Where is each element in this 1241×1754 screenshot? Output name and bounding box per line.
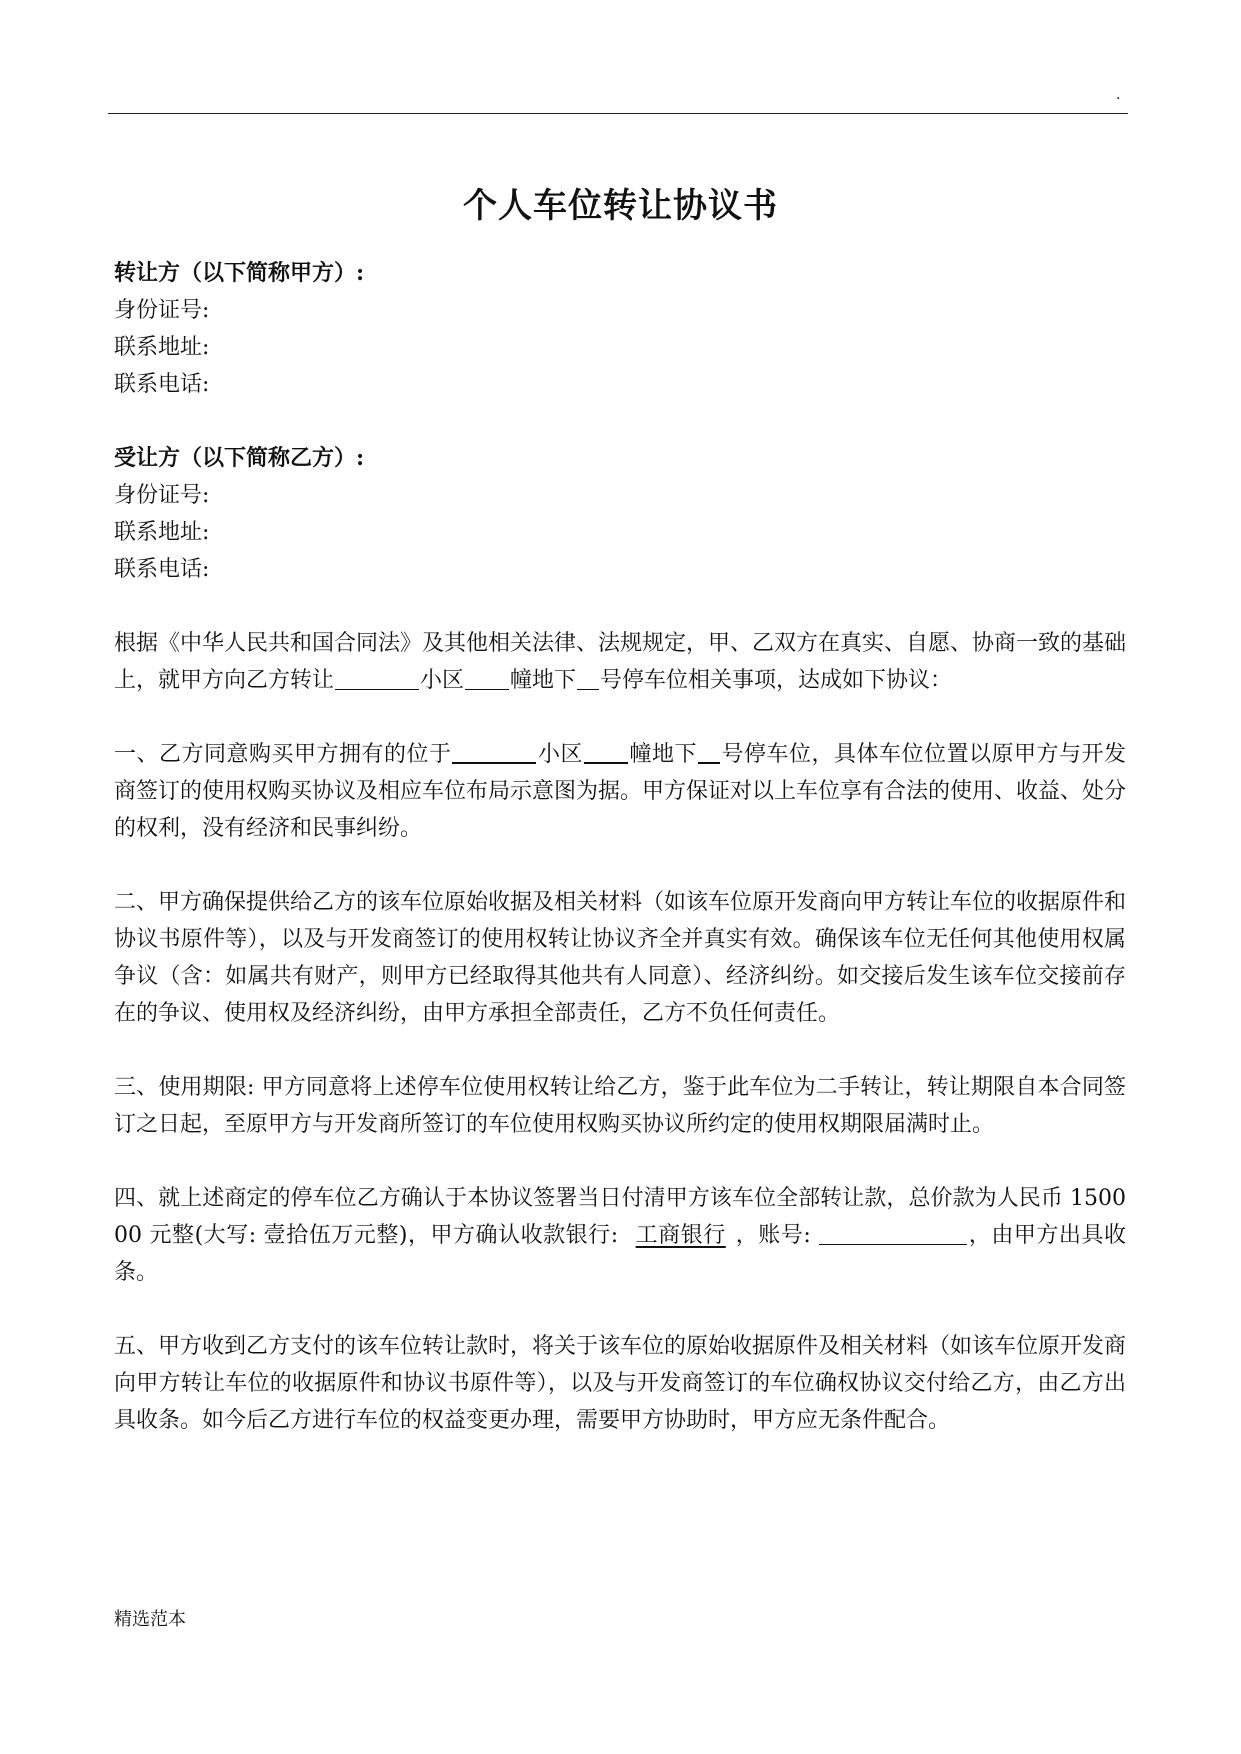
building-blank <box>584 740 628 764</box>
clause-4 <box>114 1180 1126 1291</box>
intro-text-1: 根据《中华人民共和国合同法》及其他相关法律、法规规定，甲、乙双方在真实、自愿、协商一致的基础上，就甲方向乙方转让 <box>114 631 1127 693</box>
spacer <box>114 1143 1126 1180</box>
building-blank <box>465 667 509 690</box>
intro-text-3: 幢地下 <box>510 668 577 693</box>
party-b-address-label: 联系地址: <box>114 520 210 545</box>
intro-text-4: 号停车位相关事项，达成如下协议： <box>600 668 953 693</box>
clause-1-text-1: 一、乙方同意购买甲方拥有的位于 <box>114 742 452 767</box>
clause-4-text-3: ，由甲方出具收条。 <box>114 1223 1126 1285</box>
account-number-blank <box>819 1222 967 1245</box>
spacer <box>114 1291 1126 1328</box>
party-a-id-label: 身份证号: <box>114 298 210 323</box>
clause-1-text-2: 小区 <box>537 742 583 767</box>
party-a-block <box>114 255 1126 403</box>
intro-paragraph <box>114 625 1126 699</box>
footer-label: 精选范本 <box>114 1609 186 1630</box>
community-blank <box>335 667 419 690</box>
community-blank <box>452 740 536 764</box>
clause-1 <box>114 736 1126 847</box>
space-number-blank <box>698 740 720 764</box>
space-number-blank <box>577 667 599 690</box>
clause-4-text-2: ，账号: <box>735 1223 819 1248</box>
document-title: 个人车位转让协议书 <box>463 185 778 226</box>
party-b-heading: 受让方（以下简称乙方）: <box>114 445 365 471</box>
party-a-heading: 转让方（以下简称甲方）: <box>114 260 365 286</box>
party-a-address-label: 联系地址: <box>114 335 210 360</box>
bank-name: 工商银行 <box>635 1223 726 1248</box>
clause-4-text-1: 四、就上述商定的停车位乙方确认于本协议签署当日付清甲方该车位全部转让款，总价款为人民币 150000 元整(大写: 壹拾伍万元整)，甲方确认收款银行: <box>114 1186 1126 1248</box>
spacer <box>114 588 1126 625</box>
party-b-id-label: 身份证号: <box>114 483 210 508</box>
spacer <box>114 1032 1126 1069</box>
party-a-phone-label: 联系电话: <box>114 372 210 397</box>
clause-3: 三、使用期限: 甲方同意将上述停车位使用权转让给乙方，鉴于此车位为二手转让，转让期限自本合同签订之日起，至原甲方与开发商所签订的车位使用权购买协议所约定的使用权期限届满时止。 <box>114 1075 1126 1137</box>
intro-text-2: 小区 <box>420 668 465 693</box>
party-b-block <box>114 440 1126 588</box>
header-rule <box>108 113 1128 114</box>
clause-1-text-4: 号停车位，具体车位位置以原甲方与开发商签订的使用权购买协议及相应车位布局示意图为据。甲方保证对以上车位享有合法的使用、收益、处分的权利，没有经济和民事纠纷。 <box>114 742 1127 841</box>
spacer <box>114 403 1126 440</box>
header-mark: . <box>1116 87 1121 103</box>
clause-2: 二、甲方确保提供给乙方的该车位原始收据及相关材料（如该车位原开发商向甲方转让车位的收据原件和协议书原件等），以及与开发商签订的使用权转让协议齐全并真实有效。确保该车位无任何其他使用权属争议（含：如属共有财产，则甲方已经取得其他共有人同意）、经济纠纷。如交接后发生该车位交接前存在的争议、使用权及经济纠纷，由甲方承担全部责任，乙方不负任何责任。 <box>114 890 1127 1026</box>
spacer <box>114 847 1126 884</box>
party-b-phone-label: 联系电话: <box>114 557 210 582</box>
clause-1-text-3: 幢地下 <box>628 742 697 767</box>
clause-5: 五、甲方收到乙方支付的该车位转让款时，将关于该车位的原始收据原件及相关材料（如该车位原开发商向甲方转让车位的收据原件和协议书原件等），以及与开发商签订的车位确权协议交付给乙方，由乙方出具收条。如今后乙方进行车位的权益变更办理，需要甲方协助时，甲方应无条件配合。 <box>114 1334 1127 1433</box>
spacer <box>114 699 1126 736</box>
document-body <box>114 255 1126 1439</box>
